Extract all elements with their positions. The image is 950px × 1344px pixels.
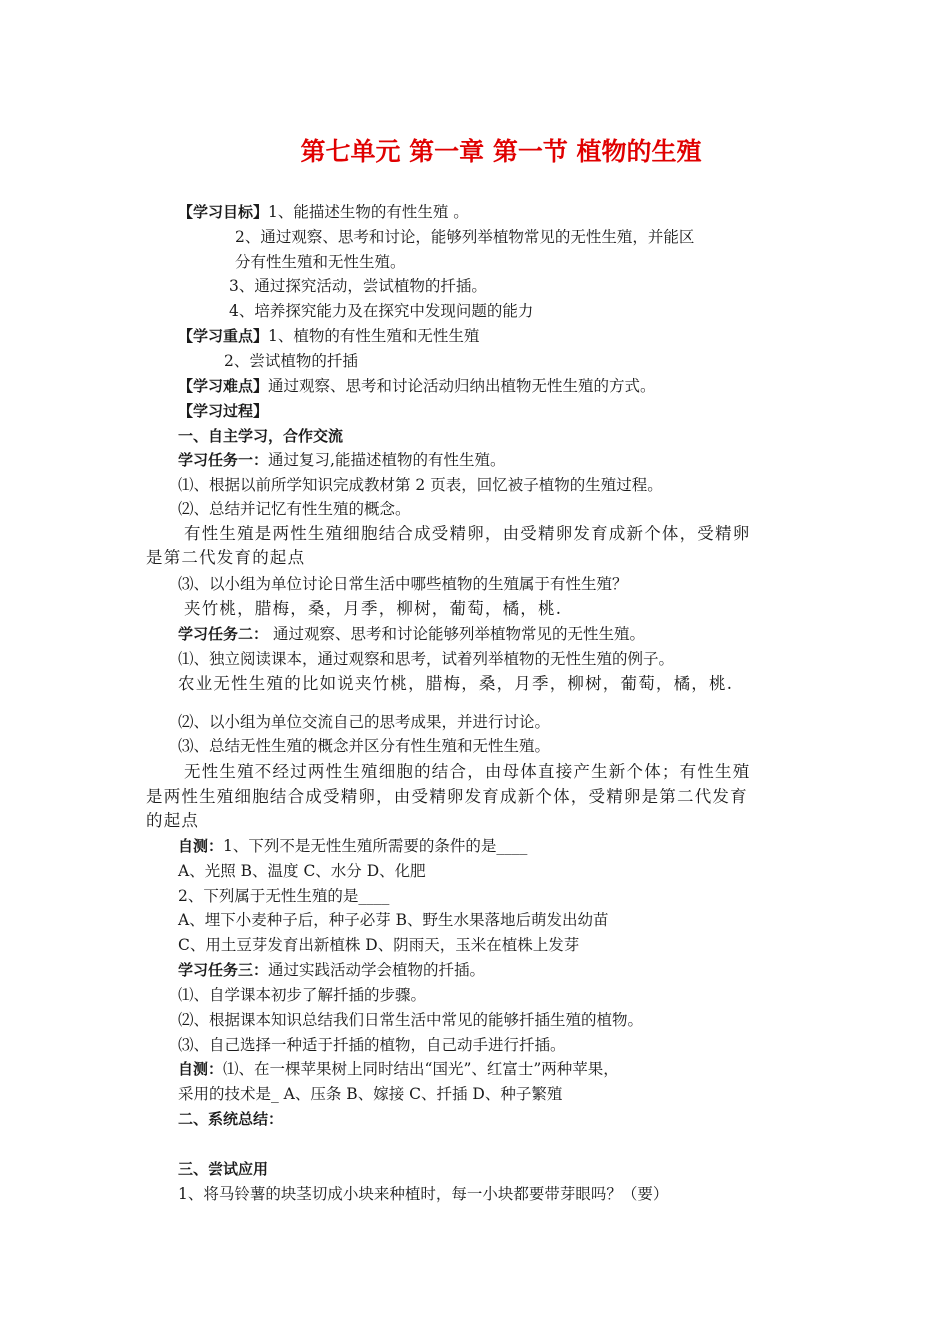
selftest-1-q2: 2、下列属于无性生殖的是____	[178, 887, 390, 905]
task-1-answer-3: 夹竹桃，腊梅，桑，月季，柳树，葡萄，橘，桃.	[184, 599, 563, 618]
objectives-line-2: 2、通过观察、思考和讨论，能够列举植物常见的无性生殖，并能区	[235, 228, 695, 246]
task-1-q3: ⑶、以小组为单位讨论日常生活中哪些植物的生殖属于有性生殖？	[178, 575, 628, 593]
selftest-1-q1-options: A、光照 B、温度 C、水分 D、化肥	[178, 862, 426, 880]
task-3-label: 学习任务三：	[178, 961, 269, 979]
selftest-2-label: 自测：	[178, 1060, 224, 1078]
task-2-q1: ⑴、独立阅读课本，通过观察和思考，试着列举植物的无性生殖的例子。	[178, 650, 675, 668]
objectives-line-1: 【学习目标】1、能描述生物的有性生殖 。	[178, 203, 469, 221]
task-3-q2: ⑵、根据课本知识总结我们日常生活中常见的能够扦插生殖的植物。	[178, 1011, 644, 1029]
process-heading: 【学习过程】	[178, 402, 269, 420]
task-3-q3: ⑶、自己选择一种适于扦插的植物，自己动手进行扦插。	[178, 1036, 566, 1054]
key-points-line-1: 【学习重点】1、植物的有性生殖和无性生殖	[178, 327, 480, 345]
difficulty-label: 【学习难点】	[178, 377, 269, 395]
task-1-q1: ⑴、根据以前所学知识完成教材第 2 页表，回忆被子植物的生殖过程。	[178, 476, 663, 494]
selftest-1-label: 自测：	[178, 837, 224, 855]
section-1-heading: 一、自主学习，合作交流	[178, 427, 344, 445]
section-2-heading: 二、系统总结：	[178, 1110, 284, 1128]
task-2-answer-line-2: 是两性生殖细胞结合成受精卵，由受精卵发育成新个体，受精卵是第二代发育	[146, 787, 748, 806]
apply-q1: 1、将马铃薯的块茎切成小块来种植时，每一小块都要带芽眼吗？（要）	[178, 1185, 669, 1203]
selftest-1-q2-options-a: A、埋下小麦种子后，种子必芽 B、野生水果落地后萌发出幼苗	[178, 911, 609, 929]
objectives-line-5: 4、培养探究能力及在探究中发现问题的能力	[229, 302, 534, 320]
task-1-answer-line-2: 是第二代发育的起点	[146, 548, 306, 567]
selftest-1-q1: 自测：1、下列不是无性生殖所需要的条件的是____	[178, 837, 528, 855]
task-2-label: 学习任务二：	[178, 625, 269, 643]
objectives-line-4: 3、通过探究活动，尝试植物的扦插。	[229, 277, 487, 295]
key-points-label: 【学习重点】	[178, 327, 269, 345]
selftest-1-q2-options-b: C、用土豆芽发育出新植株 D、阴雨天，玉米在植株上发芽	[178, 936, 580, 954]
task-2-answer-line-3: 的起点	[146, 811, 200, 830]
task-1-label: 学习任务一：	[178, 451, 269, 469]
task-2-line: 学习任务二： 通过观察、思考和讨论能够列举植物常见的无性生殖。	[178, 625, 645, 643]
section-3-heading: 三、尝试应用	[178, 1160, 269, 1178]
task-1-answer-line-1: 有性生殖是两性生殖细胞结合成受精卵，由受精卵发育成新个体，受精卵	[184, 524, 751, 543]
task-3-q1: ⑴、自学课本初步了解扦插的步骤。	[178, 986, 427, 1004]
page-title: 第七单元 第一章 第一节 植物的生殖	[300, 137, 702, 166]
task-2-answer-line-1: 无性生殖不经过两性生殖细胞的结合，由母体直接产生新个体；有性生殖	[184, 762, 751, 781]
task-3-line: 学习任务三：通过实践活动学会植物的扦插。	[178, 961, 486, 979]
task-2-q2: ⑵、以小组为单位交流自己的思考成果，并进行讨论。	[178, 713, 551, 731]
task-1-q2: ⑵、总结并记忆有性生殖的概念。	[178, 500, 411, 518]
key-points-line-2: 2、尝试植物的扦插	[224, 352, 358, 370]
selftest-2-q1: 自测：⑴、在一棵苹果树上同时结出“国光”、红富士”两种苹果，	[178, 1060, 619, 1078]
task-2-answer-1: 农业无性生殖的比如说夹竹桃，腊梅，桑，月季，柳树，葡萄，橘，桃.	[178, 674, 734, 693]
objectives-label: 【学习目标】	[178, 203, 269, 221]
task-1-line: 学习任务一：通过复习,能描述植物的有性生殖。	[178, 451, 506, 469]
difficulty-line: 【学习难点】通过观察、思考和讨论活动归纳出植物无性生殖的方式。	[178, 377, 656, 395]
task-2-q3: ⑶、总结无性生殖的概念并区分有性生殖和无性生殖。	[178, 737, 551, 755]
selftest-2-q1-cont: 采用的技术是_ A、压条 B、嫁接 C、扦插 D、种子繁殖	[178, 1085, 563, 1103]
objectives-line-3: 分有性生殖和无性生殖。	[235, 253, 406, 271]
